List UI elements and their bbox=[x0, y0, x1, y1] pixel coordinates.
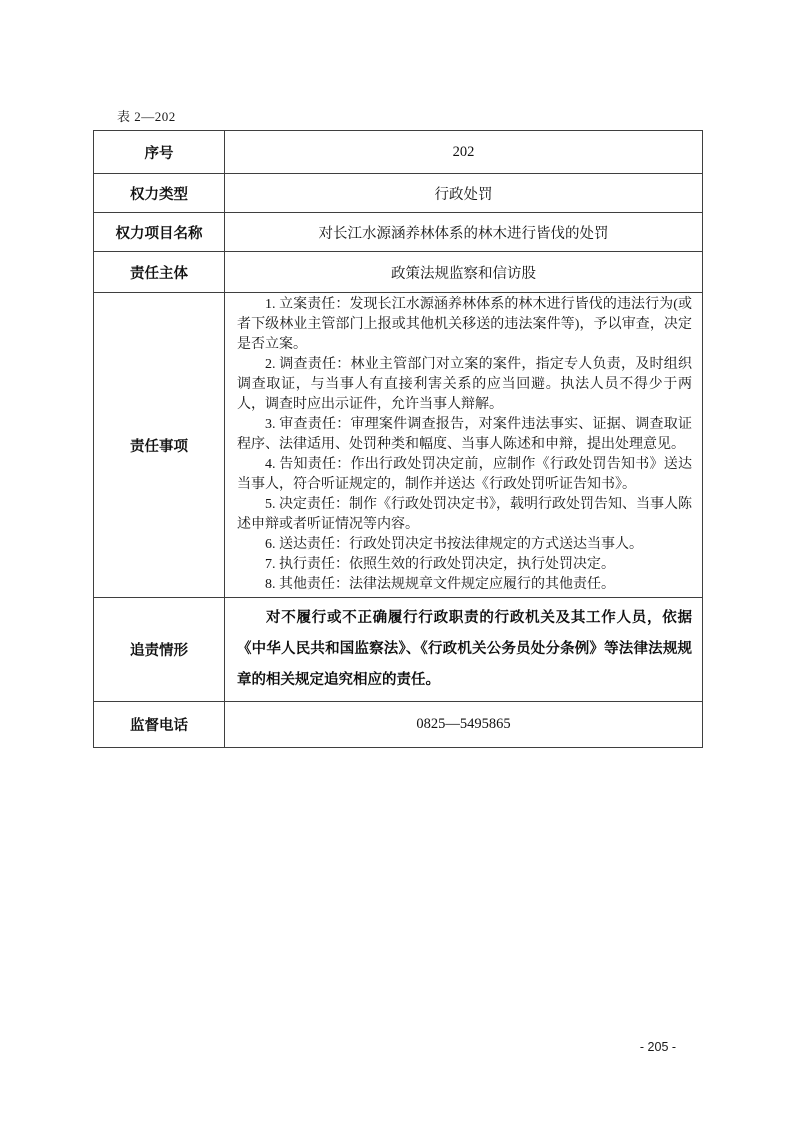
row-value-serial-number: 202 bbox=[225, 131, 703, 174]
duty-item-decision: 5. 决定责任：制作《行政处罚决定书》，载明行政处罚告知、当事人陈述申辩或者听证情况等内容。 bbox=[237, 497, 692, 532]
power-item-table bbox=[93, 130, 703, 748]
table-row-supervision-phone bbox=[94, 702, 703, 748]
table-row-accountability bbox=[94, 598, 703, 702]
table-row-responsible-body bbox=[94, 252, 703, 293]
duty-item-delivery: 6. 送达责任：行政处罚决定书按法律规定的方式送达当事人。 bbox=[265, 537, 643, 552]
row-label-supervision-phone: 监督电话 bbox=[94, 702, 225, 748]
row-label-power-type: 权力类型 bbox=[94, 174, 225, 213]
row-label-power-item-name: 权力项目名称 bbox=[94, 213, 225, 252]
row-value-responsibility-items bbox=[225, 293, 703, 598]
duty-item-notification: 4. 告知责任：作出行政处罚决定前，应制作《行政处罚告知书》送达当事人，符合听证规定的，制作并送达《行政处罚听证告知书》。 bbox=[237, 457, 692, 492]
row-label-responsibility-items: 责任事项 bbox=[94, 293, 225, 598]
duty-item-review: 3. 审查责任：审理案件调查报告，对案件违法事实、证据、调查取证程序、法律适用、处罚种类和幅度、当事人陈述和申辩，提出处理意见。 bbox=[237, 417, 692, 452]
row-label-responsible-body: 责任主体 bbox=[94, 252, 225, 293]
duty-item-execution: 7. 执行责任：依照生效的行政处罚决定，执行处罚决定。 bbox=[265, 557, 615, 572]
row-value-supervision-phone: 0825—5495865 bbox=[225, 702, 703, 748]
table-row-responsibility-items bbox=[94, 293, 703, 598]
table-row-power-type bbox=[94, 174, 703, 213]
row-value-accountability bbox=[225, 598, 703, 702]
row-value-power-type: 行政处罚 bbox=[225, 174, 703, 213]
page-number: - 205 - bbox=[639, 1040, 677, 1054]
duty-item-filing: 1. 立案责任：发现长江水源涵养林体系的林木进行皆伐的违法行为(或者下级林业主管部门上报或其他机关移送的违法案件等)，予以审查，决定是否立案。 bbox=[237, 297, 692, 352]
duty-item-other: 8. 其他责任：法律法规规章文件规定应履行的其他责任。 bbox=[265, 577, 615, 592]
table-caption: 表 2—202 bbox=[117, 109, 176, 124]
row-value-power-item-name: 对长江水源涵养林体系的林木进行皆伐的处罚 bbox=[225, 213, 703, 252]
accountability-text: 对不履行或不正确履行行政职责的行政机关及其工作人员，依据《中华人民共和国监察法》、《行政机关公务员处分条例》等法律法规规章的相关规定追究相应的责任。 bbox=[237, 610, 692, 688]
row-label-accountability: 追责情形 bbox=[94, 598, 225, 702]
row-label-serial-number: 序号 bbox=[94, 131, 225, 174]
table-row-serial-number bbox=[94, 131, 703, 174]
table-row-power-item-name bbox=[94, 213, 703, 252]
duty-item-investigation: 2. 调查责任：林业主管部门对立案的案件，指定专人负责，及时组织调查取证，与当事人有直接利害关系的应当回避。执法人员不得少于两人，调查时应出示证件，允许当事人辩解。 bbox=[237, 357, 692, 412]
row-value-responsible-body: 政策法规监察和信访股 bbox=[225, 252, 703, 293]
